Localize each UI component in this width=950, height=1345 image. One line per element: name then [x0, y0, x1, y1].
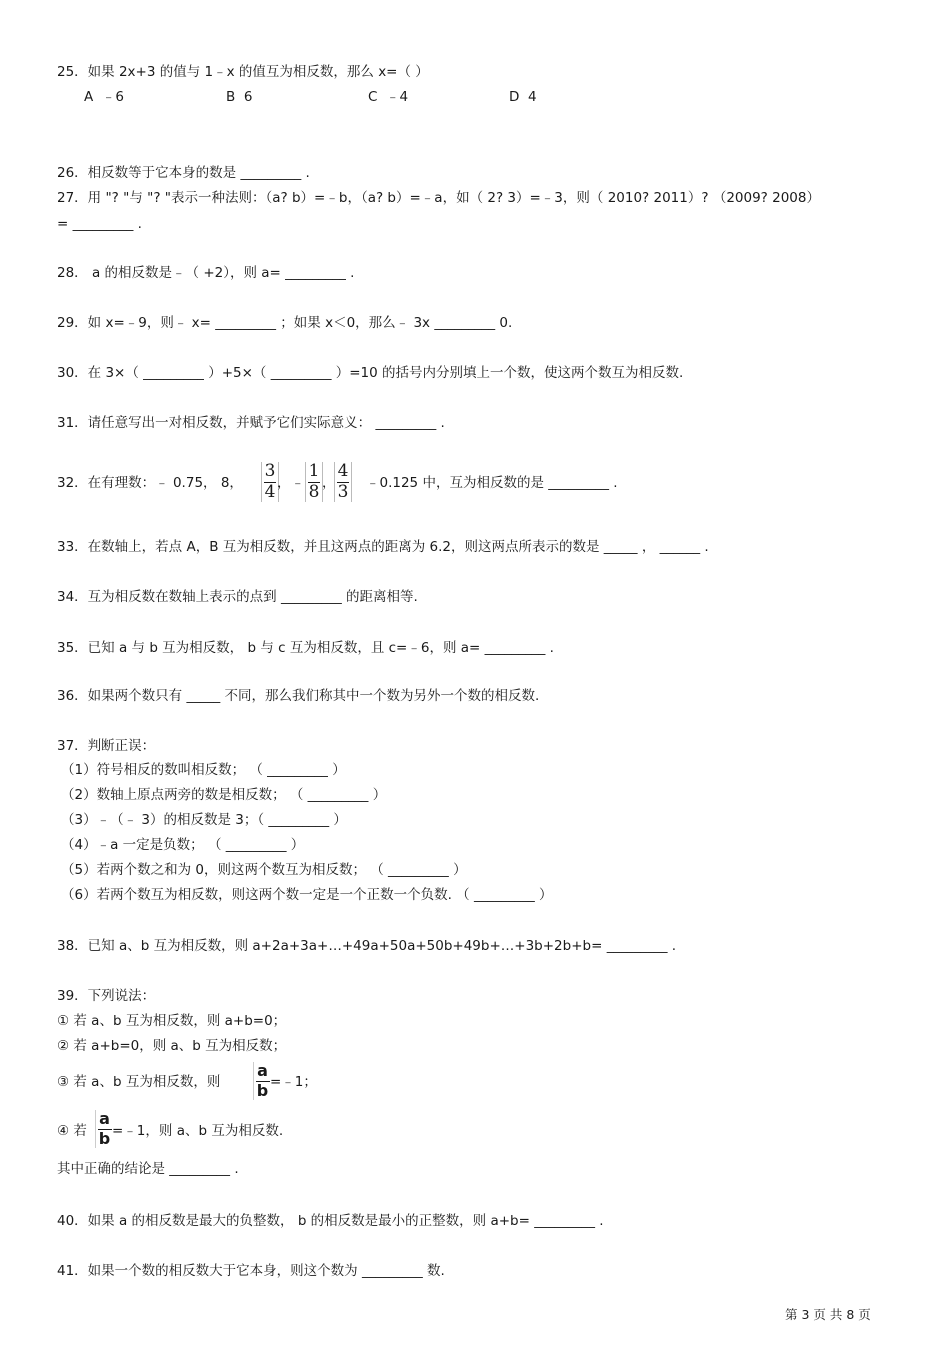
q39-fraction-a-over-b — [253, 1062, 271, 1100]
fraction-numerator: 1 — [308, 461, 320, 481]
fraction-denominator: 8 — [308, 482, 320, 502]
q37-item-4: （4）﹣a 一定是负数； （ _________ ） — [61, 837, 305, 853]
q37-item-5: （5）若两个数之和为 0，则这两个数互为相反数； （ _________ ） — [61, 862, 467, 878]
q39-title: 39．下列说法： — [57, 988, 156, 1004]
q27-line1: 27．用 "? "与 "? "表示一种法则：（a? b）=﹣b，（a? b）=﹣a，如（ 2? 3）=﹣3，则（ 2010? 2011）? （2009? 2008） — [57, 190, 820, 206]
q32-fraction-four-thirds — [334, 462, 352, 502]
q40-text: 40．如果 a 的相反数是最大的负整数， b 的相反数是最小的正整数，则 a+b= _________ . — [57, 1213, 604, 1229]
q32-suffix: ﹣0.125 中，互为相反数的是 _________ . — [366, 475, 618, 491]
q28-text: 28． a 的相反数是﹣（ +2），则 a= _________ . — [57, 265, 355, 281]
q25-option-b: B 6 — [226, 89, 253, 105]
q39-item-3-prefix: ③ 若 a、b 互为相反数，则 — [57, 1074, 221, 1090]
q27-line2: = _________ . — [57, 216, 142, 232]
q34-text: 34．互为相反数在数轴上表示的点到 _________ 的距离相等. — [57, 589, 418, 605]
q41-text: 41．如果一个数的相反数大于它本身，则这个数为 _________ 数. — [57, 1263, 445, 1279]
q31-text: 31．请任意写出一对相反数，并赋予它们实际意义： _________ . — [57, 415, 445, 431]
q25-option-d: D 4 — [509, 89, 537, 105]
q33-text: 33．在数轴上，若点 A，B 互为相反数，并且这两点的距离为 6.2，则这两点所表示的数是 _____ ， ______ . — [57, 539, 709, 555]
fraction-numerator: 3 — [264, 461, 276, 481]
q37-item-3: （3）﹣（﹣ 3）的相反数是 3；（ _________ ） — [61, 812, 347, 828]
q36-text: 36．如果两个数只有 _____ 不同，那么我们称其中一个数为另外一个数的相反数. — [57, 688, 540, 704]
q32-prefix: 32．在有理数：﹣ 0.75， 8， — [57, 475, 243, 491]
q32-minus-sign: ﹣ — [291, 475, 305, 491]
q39-item-1: ① 若 a、b 互为相反数，则 a+b=0； — [57, 1013, 287, 1029]
q25-option-a: A ﹣6 — [84, 89, 124, 105]
fraction-denominator: 3 — [337, 482, 349, 502]
q37-title: 37．判断正误： — [57, 738, 156, 754]
q39-item-4-suffix: =﹣1，则 a、b 互为相反数. — [112, 1123, 284, 1139]
fraction-numerator: a — [99, 1109, 110, 1128]
q25-text: 25．如果 2x+3 的值与 1﹣x 的值互为相反数，那么 x=（ ） — [57, 64, 429, 80]
fraction-denominator: 4 — [264, 482, 276, 502]
q25-option-c: C ﹣4 — [368, 89, 409, 105]
q37-item-1: （1）符号相反的数叫相反数； （ _________ ） — [61, 762, 346, 778]
q38-text: 38．已知 a、b 互为相反数，则 a+2a+3a+…+49a+50a+50b+49b+…+3b+2b+b= _________ . — [57, 938, 677, 954]
q30-text: 30．在 3×（ _________ ）+5×（ _________ ）=10 的括号内分别填上一个数，使这两个数互为相反数. — [57, 365, 684, 381]
fraction-denominator: b — [98, 1129, 111, 1148]
fraction-denominator: b — [256, 1081, 269, 1100]
q32-fraction-one-eighth — [305, 462, 323, 502]
q29-text: 29．如 x=﹣9，则﹣ x= _________ ；如果 x＜0，那么﹣ 3x _________ 0. — [57, 315, 513, 331]
fraction-numerator: a — [257, 1061, 268, 1080]
q32-separator: ， — [322, 475, 336, 491]
q39-item-3-suffix: =﹣1； — [270, 1074, 317, 1090]
q26-text: 26．相反数等于它本身的数是 _________ . — [57, 165, 310, 181]
fraction-numerator: 4 — [337, 461, 349, 481]
q35-text: 35．已知 a 与 b 互为相反数， b 与 c 互为相反数，且 c=﹣6，则 a= _________ . — [57, 640, 554, 656]
q39-fraction-a-over-b — [95, 1110, 113, 1148]
q39-item-4-prefix: ④ 若 — [57, 1123, 87, 1139]
q39-conclusion: 其中正确的结论是 _________ . — [57, 1161, 239, 1177]
q32-separator: ， — [277, 475, 291, 491]
q37-item-2: （2）数轴上原点两旁的数是相反数； （ _________ ） — [61, 787, 387, 803]
q37-item-6: （6）若两个数互为相反数，则这两个数一定是一个正数一个负数. （ _________ ） — [61, 887, 553, 903]
page-number-footer: 第 3 页 共 8 页 — [785, 1307, 871, 1322]
q39-item-2: ② 若 a+b=0，则 a、b 互为相反数； — [57, 1038, 287, 1054]
